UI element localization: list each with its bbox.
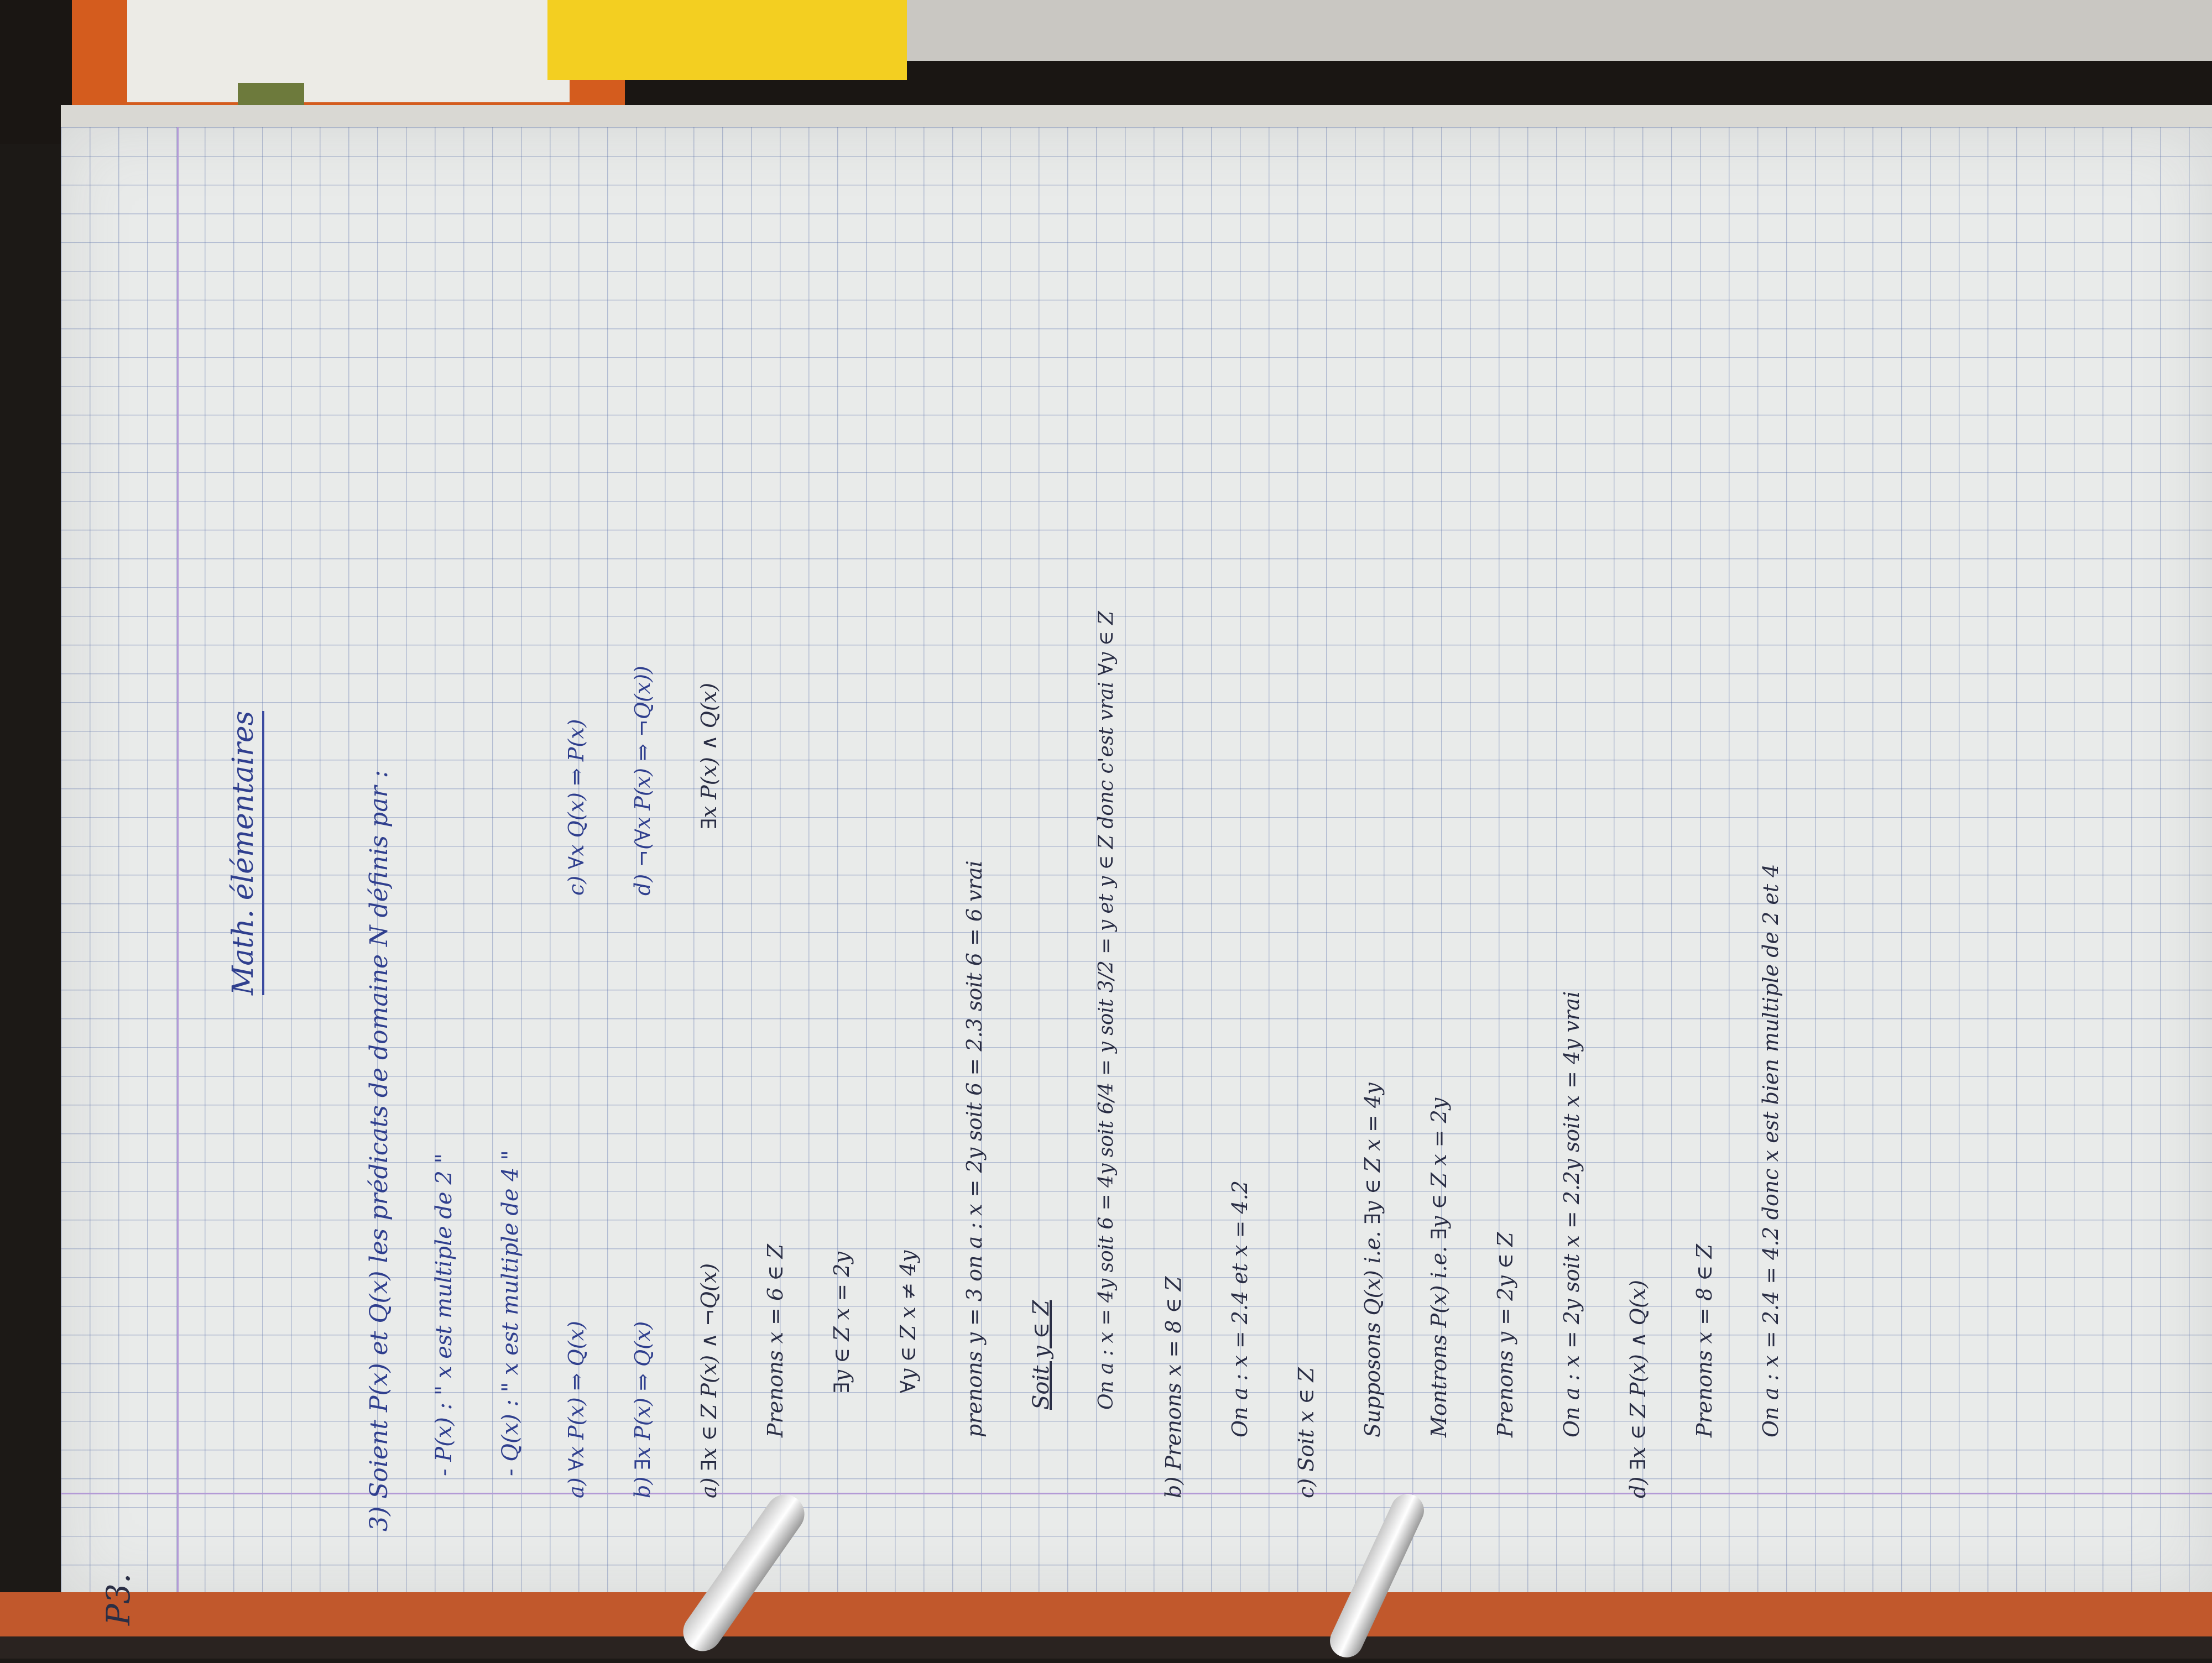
- handwritten-page: [77, 166, 2124, 1659]
- solution-a-exists: ∃y ∈ Z x = 2y: [830, 1252, 854, 1393]
- page-number: P3.: [100, 1573, 137, 1625]
- solution-a-head: a) ∃x ∈ Z P(x) ∧ ¬Q(x): [697, 1263, 721, 1498]
- solution-b-prenons: b) Prenons x = 8 ∈ Z: [1161, 1276, 1186, 1498]
- solution-a-forall: ∀y ∈ Z x ≠ 4y: [896, 1250, 920, 1393]
- grey-folder: [907, 0, 2212, 61]
- solution-a-contradiction: On a : x = 4y soit 6 = 4y soit 6/4 = y soit 3/2 = y et y ∈ Z donc c'est vrai ∀y ∈ Z: [1095, 611, 1118, 1410]
- solution-c-montrons: Montrons P(x) i.e. ∃y ∈ Z x = 2y: [1427, 1097, 1451, 1437]
- solution-a-soit: Soit y ∈ Z: [1029, 1300, 1054, 1410]
- predicate-p-definition: - P(x) : " x est multiple de 2 ": [431, 1153, 457, 1476]
- predicate-q-definition: - Q(x) : " x est multiple de 4 ": [498, 1150, 523, 1476]
- yellow-folder: [547, 0, 907, 80]
- item-a: a) ∀x P(x) ⇒ Q(x): [564, 1321, 588, 1498]
- item-b: b) ∃x P(x) ⇒ Q(x): [630, 1321, 655, 1498]
- solution-a-check: prenons y = 3 on a : x = 2y soit 6 = 2.3 soit 6 = 6 vrai: [962, 860, 987, 1437]
- paper-stack-edge: [61, 105, 2212, 127]
- solution-d-onA: On a : x = 2.4 = 4.2 donc x est bien multiple de 2 et 4: [1759, 864, 1783, 1437]
- solution-c-soit: c) Soit x ∈ Z: [1294, 1367, 1318, 1498]
- exercise-heading: 3) Soient P(x) et Q(x) les prédicats de domaine N définis par :: [365, 770, 393, 1531]
- solution-d-prenons: Prenons x = 8 ∈ Z: [1692, 1244, 1717, 1437]
- solution-a-prenons: Prenons x = 6 ∈ Z: [763, 1244, 787, 1437]
- solution-c-prenons: Prenons y = 2y ∈ Z: [1493, 1232, 1517, 1437]
- solution-c-onA: On a : x = 2y soit x = 2.2y soit x = 4y vrai: [1559, 991, 1584, 1437]
- page-title: Math. élémentaires: [227, 711, 264, 995]
- solution-b-onA: On a : x = 2.4 et x = 4.2: [1228, 1180, 1252, 1437]
- solution-d-head: d) ∃x ∈ Z P(x) ∧ Q(x): [1626, 1280, 1650, 1498]
- item-c: c) ∀x Q(x) ⇒ P(x): [564, 719, 588, 896]
- item-d: d) ¬(∀x P(x) ⇒ ¬Q(x)): [630, 666, 655, 896]
- solution-a-right: ∃x P(x) ∧ Q(x): [697, 683, 721, 829]
- solution-c-suppose: Supposons Q(x) i.e. ∃y ∈ Z x = 4y: [1360, 1082, 1385, 1437]
- white-folder-edge: [127, 0, 570, 102]
